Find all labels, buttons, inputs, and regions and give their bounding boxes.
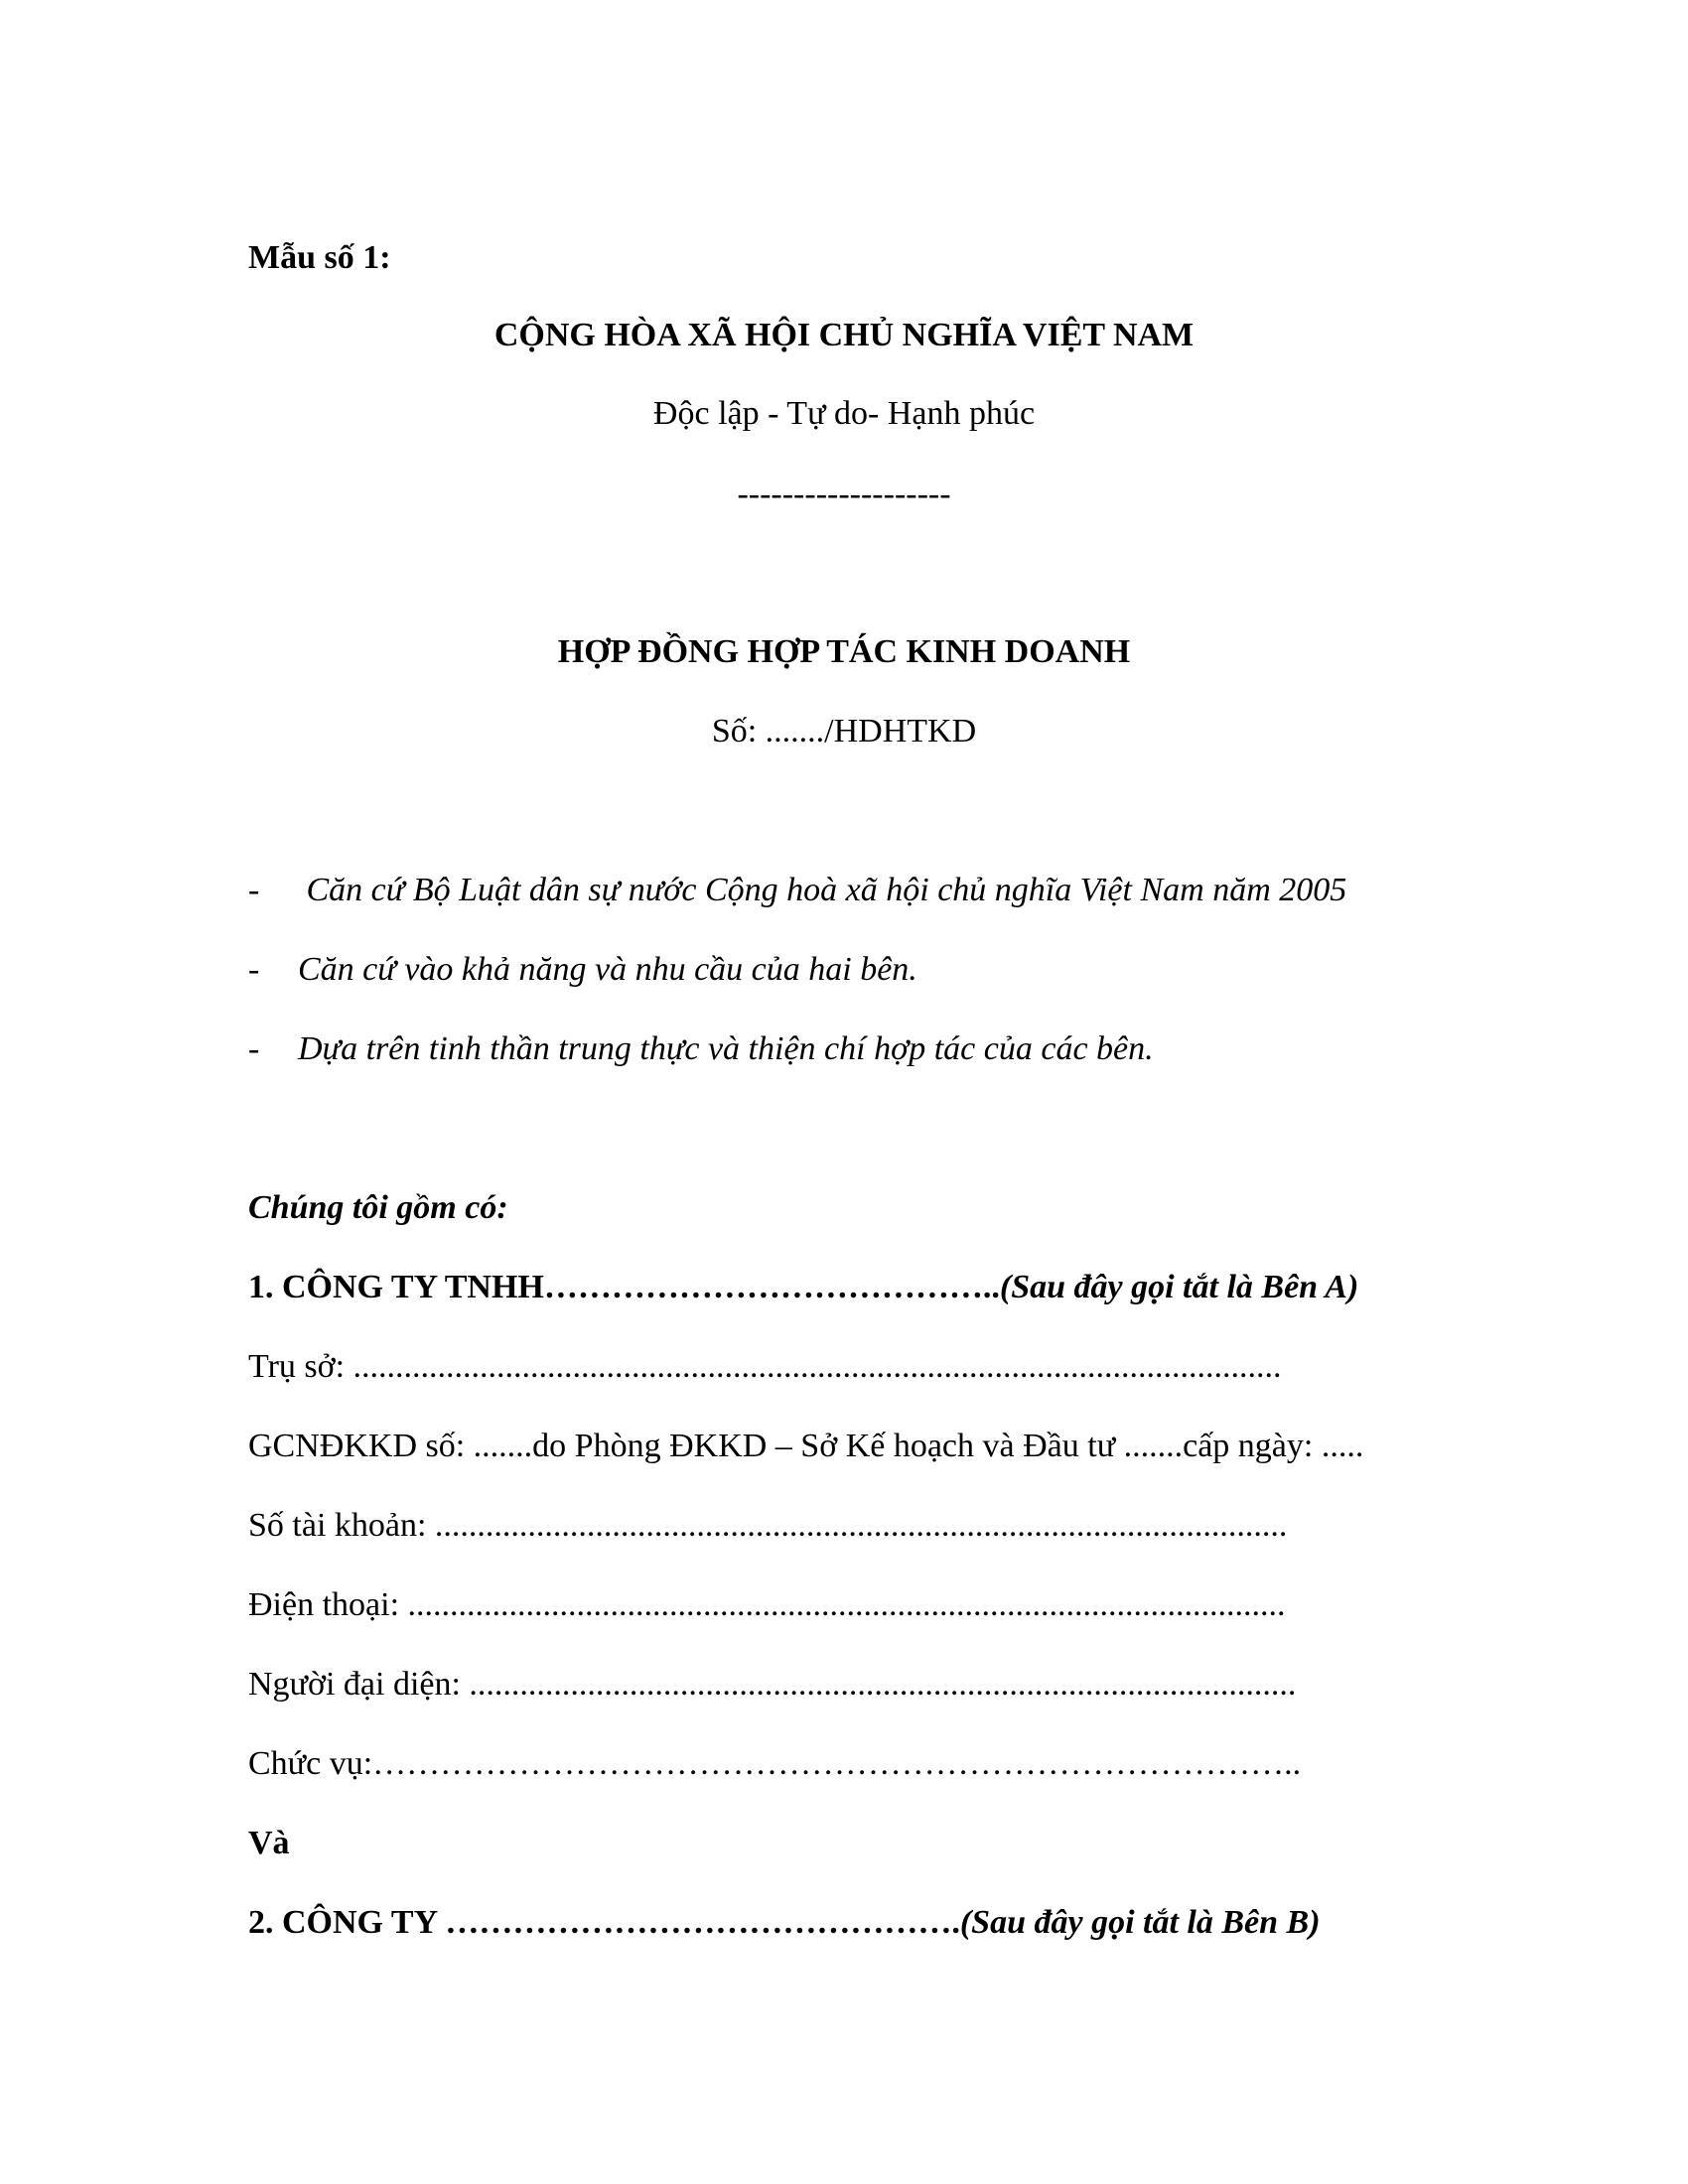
party-b-heading bbox=[248, 1903, 1321, 1943]
party-a-address: Trụ sở: .............................................................................................................. bbox=[248, 1348, 1282, 1385]
nation-motto: Độc lập - Tự do- Hạnh phúc bbox=[652, 395, 1036, 432]
bullet-dash: - bbox=[248, 872, 260, 908]
party-a-position: Chức vụ:……………………………………………………………………….. bbox=[248, 1745, 1302, 1782]
basis-text: Căn cứ Bộ Luật dân sự nước Cộng hoà xã hội chủ nghĩa Việt Nam năm 2005 bbox=[298, 872, 1347, 908]
party-b-name: 2. CÔNG TY ………………………………………. bbox=[248, 1904, 960, 1941]
bullet-dash: - bbox=[248, 1030, 260, 1067]
basis-text: Căn cứ vào khả năng và nhu cầu của hai bên. bbox=[298, 951, 917, 988]
party-a-name: 1. CÔNG TY TNHH………………………………….. bbox=[248, 1269, 1000, 1305]
basis-item bbox=[248, 1029, 1154, 1069]
party-a-representative: Người đại diện: .................................................................................................. bbox=[248, 1666, 1297, 1703]
title-divider: ------------------- bbox=[737, 476, 951, 512]
party-a-alias: (Sau đây gọi tắt là Bên A) bbox=[999, 1269, 1359, 1305]
party-a-account: Số tài khoản: ..................................................................................................... bbox=[248, 1507, 1288, 1544]
party-a-phone: Điện thoại: ........................................................................................................ bbox=[248, 1586, 1286, 1623]
bullet-dash: - bbox=[248, 951, 260, 988]
party-b-alias: (Sau đây gọi tắt là Bên B) bbox=[959, 1904, 1321, 1941]
parties-intro: Chúng tôi gồm có: bbox=[248, 1189, 508, 1226]
nation-title: CỘNG HÒA XÃ HỘI CHỦ NGHĨA VIỆT NAM bbox=[493, 317, 1195, 353]
party-a-business-reg: GCNĐKKD số: .......do Phòng ĐKKD – Sở Kế hoạch và Đầu tư .......cấp ngày: ..... bbox=[248, 1428, 1364, 1464]
party-a-heading bbox=[248, 1268, 1358, 1307]
contract-number: Số: ......./HDHTKD bbox=[711, 713, 977, 750]
basis-item bbox=[248, 950, 917, 990]
contract-title: HỢP ĐỒNG HỢP TÁC KINH DOANH bbox=[557, 633, 1131, 670]
form-label: Mẫu số 1: bbox=[248, 239, 391, 276]
basis-item bbox=[248, 871, 1346, 910]
basis-text: Dựa trên tinh thần trung thực và thiện chí hợp tác của các bên. bbox=[298, 1030, 1154, 1067]
conjunction: Và bbox=[248, 1825, 290, 1861]
